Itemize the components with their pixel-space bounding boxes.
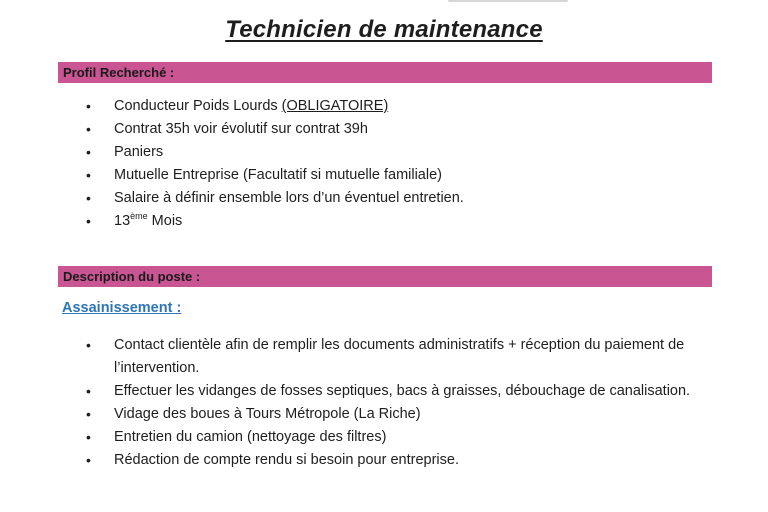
list-item — [86, 334, 706, 380]
cropped-header-fragment — [448, 0, 568, 2]
description-list — [86, 334, 706, 472]
list-item — [86, 118, 706, 141]
item-tail: Mois — [147, 213, 183, 229]
list-item — [86, 449, 706, 472]
item-text: Vidage des boues à Tours Métropole (La Riche) — [114, 406, 421, 422]
list-item — [86, 95, 706, 118]
item-text: Contact clientèle afin de remplir les documents administratifs + réception du paiement de l’intervention. — [114, 337, 685, 376]
page-title: Technicien de maintenance — [225, 16, 543, 43]
item-superscript: ème — [130, 211, 148, 222]
list-item — [86, 426, 706, 449]
section-header-description: Description du poste : — [58, 266, 712, 287]
subheading-assainissement: Assainissement : — [62, 300, 182, 316]
list-item — [86, 380, 706, 403]
list-item — [86, 210, 706, 233]
item-text: Rédaction de compte rendu si besoin pour entreprise. — [114, 452, 459, 468]
item-text: 13 — [114, 213, 131, 229]
item-text: Effectuer les vidanges de fosses septiques, bacs à graisses, débouchage de canalisation. — [114, 383, 691, 399]
list-item — [86, 141, 706, 164]
section-header-profile: Profil Recherché : — [58, 62, 712, 83]
list-item — [86, 403, 706, 426]
item-text: Contrat 35h voir évolutif sur contrat 39h — [114, 121, 368, 137]
item-text: Paniers — [114, 144, 164, 160]
list-item — [86, 164, 706, 187]
item-text: Entretien du camion (nettoyage des filtres) — [114, 429, 387, 445]
item-text: Conducteur Poids Lourds — [114, 98, 282, 114]
list-item — [86, 187, 706, 210]
item-text: Salaire à définir ensemble lors d’un éventuel entretien. — [114, 190, 464, 206]
item-emphasis: (OBLIGATOIRE) — [281, 98, 389, 114]
profile-list — [86, 95, 706, 233]
item-text: Mutuelle Entreprise (Facultatif si mutuelle familiale) — [114, 167, 442, 183]
